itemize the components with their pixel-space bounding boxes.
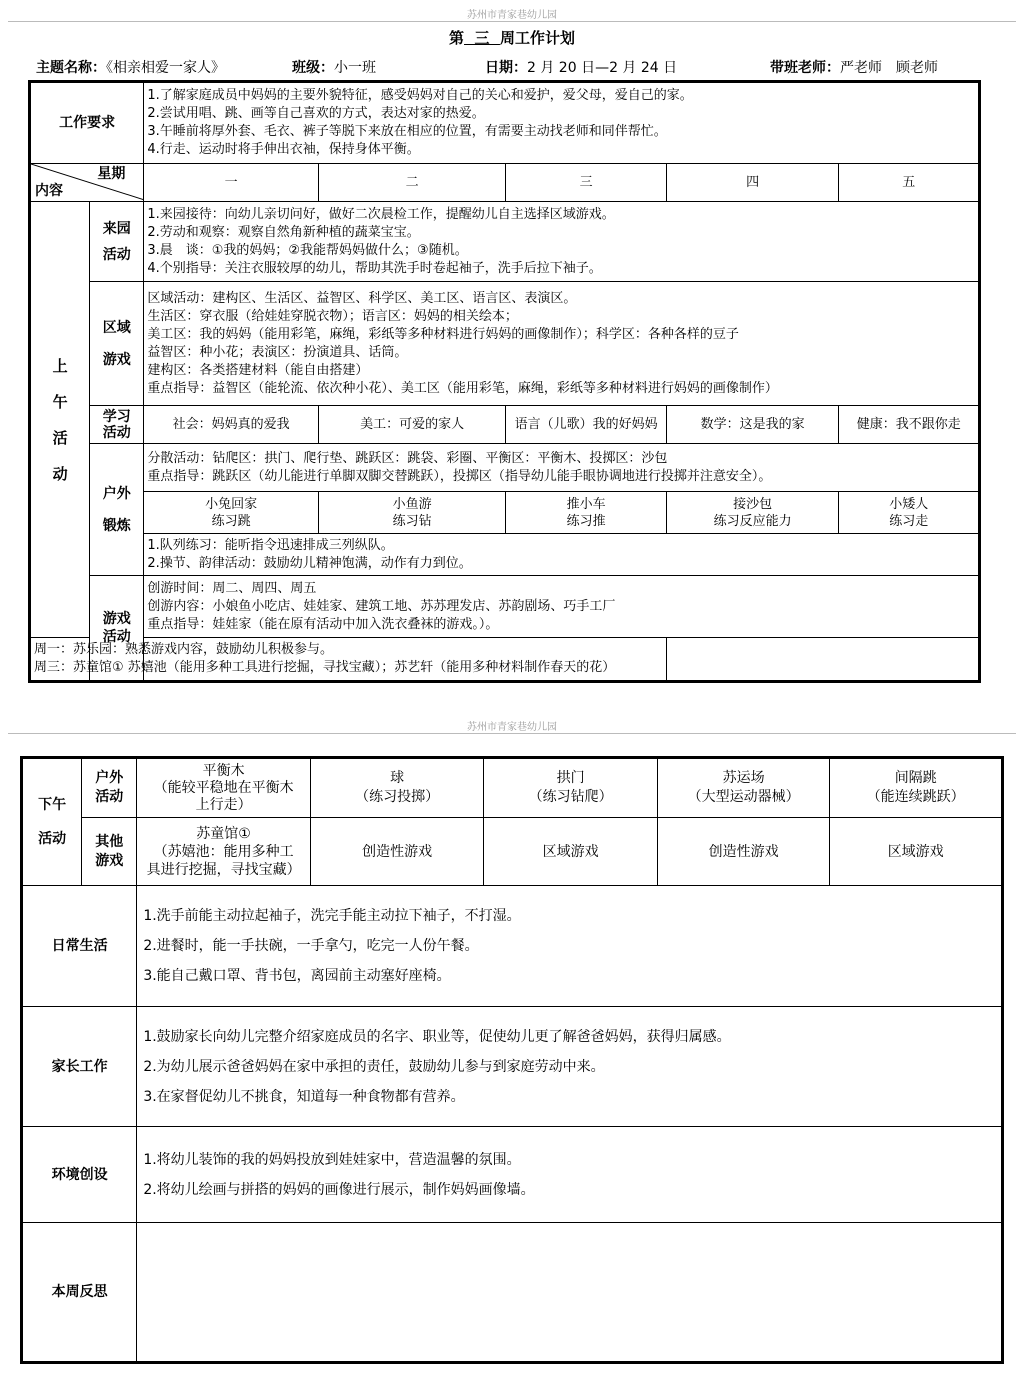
page-title: 第 三 周工作计划 <box>449 29 575 47</box>
pm-other-thu: 创造性游戏 <box>657 818 830 886</box>
pm-other-fri: 区域游戏 <box>830 818 1003 886</box>
pm-other-mon: 苏童馆① （苏嬉池：能用多种工 具进行挖掘，寻找宝藏） <box>137 818 311 886</box>
requirements-label: 工作要求 <box>30 82 144 164</box>
teacher-info: 带班老师：严老师 顾老师 <box>770 60 938 76</box>
pm-other-wed: 区域游戏 <box>484 818 658 886</box>
afternoon-label: 下午 活动 <box>22 758 82 886</box>
pm-outdoor-thu: 苏运场 （大型运动器械） <box>657 758 830 818</box>
arrival-content: 1.来园接待：向幼儿亲切问好，做好二次晨检工作，提醒幼儿自主选择区域游戏。 2.劳动和观察：观察自然角新种植的蔬菜宝宝。 3.晨 谈：①我的妈妈；②我能帮妈妈做什么；③随机。 4.个别指导：关注衣服较厚的幼儿，帮助其洗手时卷起袖子，洗手后拉下袖子。 <box>144 202 980 282</box>
header-rule-2 <box>8 733 1016 734</box>
day-tue: 二 <box>318 164 506 202</box>
pm-outdoor-mon: 平衡木 （能较平稳地在平衡木 上行走） <box>137 758 311 818</box>
afternoon-plan-table <box>20 756 1004 1364</box>
day-thu: 四 <box>666 164 839 202</box>
outdoor-game-mon: 小兔回家 练习跳 <box>144 492 319 534</box>
date-info: 日期：2 月 20 日—2 月 24 日 <box>485 60 678 76</box>
study-fri: 健康：我不跟你走 <box>839 406 980 444</box>
study-thu: 数学：这是我的家 <box>666 406 839 444</box>
parent-work-label: 家长工作 <box>22 1007 137 1127</box>
area-label: 区域 游戏 <box>90 282 144 406</box>
requirements-content: 1.了解家庭成员中妈妈的主要外貌特征，感受妈妈对自己的关心和爱护，爱父母，爱自己的家。 2.尝试用唱、跳、画等自己喜欢的方式，表达对家的热爱。 3.午睡前将厚外套、毛衣、裤子等脱下来放在相应的位置，有需要主动找老师和同伴帮忙。 4.行走、运动时将手伸出衣袖，保持身体平衡。 <box>144 82 980 164</box>
study-wed: 语言（儿歌）我的好妈妈 <box>506 406 666 444</box>
day-wed: 三 <box>506 164 666 202</box>
outdoor-content: 分散活动：钻爬区：拱门、爬行垫、跳跃区：跳袋、彩圈、平衡区：平衡木、投掷区：沙包 重点指导：跳跃区（幼儿能进行单脚双脚交替跳跃），投掷区（指导幼儿能手眼协调地进行投掷并注意安全）。 <box>144 444 980 492</box>
arrival-label: 来园 活动 <box>90 202 144 282</box>
game-label: 游戏 活动 <box>90 576 144 682</box>
game-weekly: 周一：苏乐园：熟悉游戏内容，鼓励幼儿积极参与。 周三：苏童馆① 苏嬉池（能用多种工具进行挖掘，寻找宝藏）；苏艺轩（能用多种材料制作春天的花） <box>30 638 667 682</box>
pm-outdoor-tue: 球 （练习投掷） <box>310 758 484 818</box>
school-header-2: 苏州市青家巷幼儿园 <box>467 722 557 733</box>
pm-other-tue: 创造性游戏 <box>310 818 484 886</box>
morning-label: 上 午 活 动 <box>30 202 90 638</box>
reflection-content[interactable] <box>137 1223 1003 1363</box>
study-label: 学习 活动 <box>90 406 144 444</box>
day-fri: 五 <box>839 164 980 202</box>
header-rule <box>8 21 1016 22</box>
outdoor-game-wed: 推小车 练习推 <box>506 492 666 534</box>
study-mon: 社会：妈妈真的爱我 <box>144 406 319 444</box>
weekday-diagonal-header: 星期 内容 <box>30 164 144 202</box>
area-content: 区域活动：建构区、生活区、益智区、科学区、美工区、语言区、表演区。 生活区：穿衣服（给娃娃穿脱衣物）；语言区：妈妈的相关绘本； 美工区：我的妈妈（能用彩笔，麻绳，彩纸等多种材料进行妈妈的画像制作）；科学区：各种各样的豆子 益智区：种小花；表演区：扮演道具、话筒。 建构区：各类搭建材料（能自由搭建） 重点指导：益智区（能轮流、依次种小花）、美工区（能用彩笔，麻绳，彩纸等多种材料进行妈妈的画像制作） <box>144 282 980 406</box>
morning-plan-table <box>28 80 981 683</box>
outdoor-game-thu: 接沙包 练习反应能力 <box>666 492 839 534</box>
pm-other-label: 其他 游戏 <box>82 818 137 886</box>
outdoor-label: 户外 锻炼 <box>90 444 144 576</box>
pm-outdoor-wed: 拱门 （练习钻爬） <box>484 758 658 818</box>
reflection-label: 本周反思 <box>22 1223 137 1363</box>
daily-life-content: 1.洗手前能主动拉起袖子，洗完手能主动拉下袖子，不打湿。 2.进餐时，能一手扶碗，一手拿勺，吃完一人份午餐。 3.能自己戴口罩、背书包，离园前主动塞好座椅。 <box>137 886 1003 1007</box>
outdoor-drill: 1.队列练习：能听指令迅速排成三列纵队。 2.操节、韵律活动：鼓励幼儿精神饱满，动作有力到位。 <box>144 534 980 576</box>
outdoor-game-tue: 小鱼游 练习钻 <box>318 492 506 534</box>
parent-work-content: 1.鼓励家长向幼儿完整介绍家庭成员的名字、职业等，促使幼儿更了解爸爸妈妈，获得归属感。 2.为幼儿展示爸爸妈妈在家中承担的责任，鼓励幼儿参与到家庭劳动中来。 3.在家督促幼儿不挑食，知道每一种食物都有营养。 <box>137 1007 1003 1127</box>
outdoor-game-fri: 小矮人 练习走 <box>839 492 980 534</box>
environment-content: 1.将幼儿装饰的我的妈妈投放到娃娃家中，营造温馨的氛围。 2.将幼儿绘画与拼搭的妈妈的画像进行展示，制作妈妈画像墙。 <box>137 1127 1003 1223</box>
study-tue: 美工：可爱的家人 <box>318 406 506 444</box>
environment-label: 环境创设 <box>22 1127 137 1223</box>
page-2 <box>0 712 1024 1391</box>
daily-life-label: 日常生活 <box>22 886 137 1007</box>
pm-outdoor-label: 户外 活动 <box>82 758 137 818</box>
day-mon: 一 <box>144 164 319 202</box>
pm-outdoor-fri: 间隔跳 （能连续跳跃） <box>830 758 1003 818</box>
class-info: 班级：小一班 <box>292 60 376 76</box>
theme-info: 主题名称：《相亲相爱一家人》 <box>36 60 225 76</box>
game-content: 创游时间：周二、周四、周五 创游内容：小娘鱼小吃店、娃娃家、建筑工地、苏苏理发店、苏韵剧场、巧手工厂 重点指导：娃娃家（能在原有活动中加入洗衣叠袜的游戏。）。 <box>144 576 980 638</box>
school-header: 苏州市青家巷幼儿园 <box>467 10 557 21</box>
